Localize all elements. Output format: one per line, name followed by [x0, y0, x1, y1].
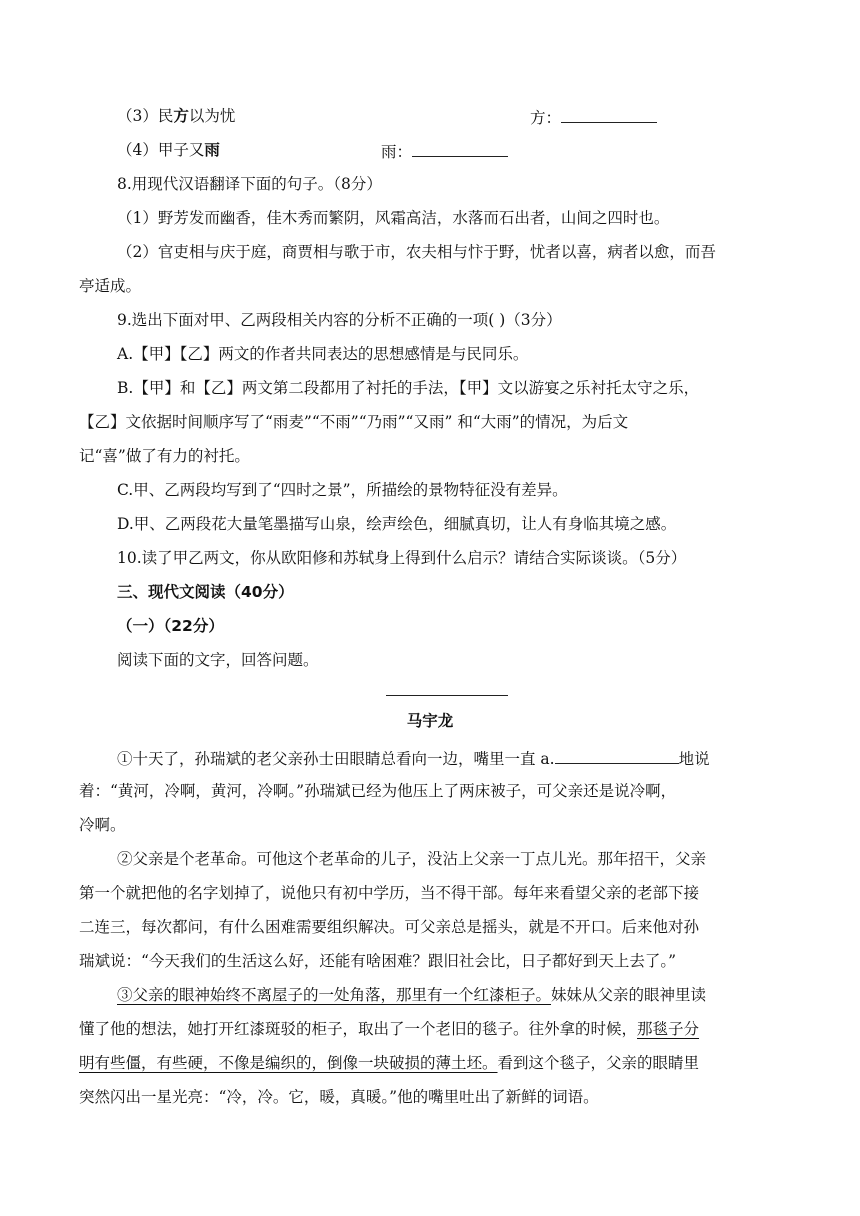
title-blank[interactable] — [386, 695, 508, 696]
q8-sentence-2a: （2）官吏相与庆于庭，商贾相与歌于市，农夫相与忭于野，忧者以喜，病者以愈，而吾 — [117, 243, 716, 261]
p1-blank-a[interactable] — [555, 746, 679, 764]
p3-underlined-sentence-1: ③父亲的眼神始终不离屋子的一处角落，那里有一个红漆柜子。 — [117, 986, 552, 1004]
q4-answer-label: 雨： — [381, 143, 413, 161]
p1-line1 — [117, 746, 710, 770]
q4-prefix: （4）甲子又 — [117, 141, 205, 159]
q8-heading: 8.用现代汉语翻译下面的句子。（8分） — [117, 175, 382, 193]
q9-option-b-line1: B.【甲】和【乙】两文第二段都用了衬托的手法，【甲】文以游宴之乐衬托太守之乐， — [117, 379, 700, 397]
p3-line3 — [79, 1052, 699, 1074]
author-name: 马宇龙 — [406, 712, 454, 730]
p3-line3-rest: 看到这个毯子，父亲的眼睛里 — [497, 1054, 700, 1072]
q3-rest: 以为忧 — [188, 107, 236, 125]
p3-line4: 突然闪出一星光亮：“冷，冷。它，暖，真暖。”他的嘴里吐出了新鲜的词语。 — [79, 1088, 599, 1106]
q9-option-b-line3: 记“喜”做了有力的衬托。 — [79, 447, 250, 465]
p2-line2: 第一个就把他的名字划掉了，说他只有初中学历，当不得干部。每年来看望父亲的老部下接 — [79, 884, 700, 902]
p3-underlined-sentence-2b: 明有些僵，有些硬，不像是编织的，倒像一块破损的薄土坯。 — [79, 1054, 498, 1072]
q3-bold-char: 方 — [173, 106, 189, 125]
p3-underlined-sentence-2a: 那毯子分 — [637, 1020, 700, 1038]
p2-line3: 二连三，每次都问，有什么困难需要组织解决。可父亲总是摇头，就是不开口。后来他对孙 — [79, 918, 700, 936]
q4-answer-blank[interactable] — [412, 139, 508, 157]
q8-sentence-1: （1）野芳发而幽香，佳木秀而繁阴，风霜高洁，水落而石出者，山间之四时也。 — [117, 209, 670, 227]
q3-answer-blank[interactable] — [561, 105, 657, 123]
p1-line1-end: 地说 — [678, 750, 710, 768]
q3-answer-label: 方： — [530, 109, 562, 127]
q9-option-b-line2: 【乙】文依据时间顺序写了“雨麦”“不雨”“乃雨”“又雨” 和“大雨”的情况，为后文 — [79, 413, 629, 431]
q3-prefix: （3）民 — [117, 107, 174, 125]
p2-line1: ②父亲是个老革命。可他这个老革命的儿子，没沾上父亲一丁点儿光。那年招干，父亲 — [117, 850, 707, 868]
q4-answer — [381, 139, 508, 163]
p3-line1 — [117, 984, 706, 1006]
q9-option-c: C.甲、乙两段均写到了“四时之景”，所描绘的景物特征没有差异。 — [117, 481, 568, 499]
p1-line2: 着：“黄河，冷啊，黄河，冷啊。”孙瑞斌已经为他压上了两床被子，可父亲还是说冷啊， — [79, 782, 677, 800]
section3-heading: 三、现代文阅读（40分） — [117, 583, 294, 601]
p2-line4: 瑞斌说：“今天我们的生活这么好，还能有啥困难？跟旧社会比，日子都好到天上去了。” — [79, 952, 677, 970]
part1-heading: （一）（22分） — [117, 617, 224, 635]
q4-bold-char: 雨 — [204, 140, 220, 159]
q8-sentence-2b: 亭适成。 — [79, 277, 142, 295]
p1-line1-text: ①十天了，孙瑞斌的老父亲孙士田眼睛总看向一边，嘴里一直 a. — [117, 750, 555, 768]
reading-instruction: 阅读下面的文字，回答问题。 — [117, 651, 319, 669]
q3-line — [117, 105, 235, 127]
q9-option-d: D.甲、乙两段花大量笔墨描写山泉，绘声绘色，细腻真切，让人有身临其境之感。 — [117, 515, 677, 533]
q10-text: 10.读了甲乙两文，你从欧阳修和苏轼身上得到什么启示？请结合实际谈谈。（5分） — [117, 549, 687, 567]
p3-line2-text: 懂了他的想法，她打开红漆斑驳的柜子，取出了一个老旧的毯子。往外拿的时候， — [79, 1020, 638, 1038]
p3-line1-rest: 妹妹从父亲的眼神里读 — [551, 986, 707, 1004]
p1-line3: 冷啊。 — [79, 816, 126, 834]
q9-heading: 9.选出下面对甲、乙两段相关内容的分析不正确的一项( )（3分） — [117, 311, 562, 329]
p3-line2 — [79, 1018, 699, 1040]
q9-option-a: A.【甲】【乙】两文的作者共同表达的思想感情是与民同乐。 — [117, 345, 529, 363]
q4-line — [117, 139, 220, 161]
q3-answer — [530, 105, 657, 129]
